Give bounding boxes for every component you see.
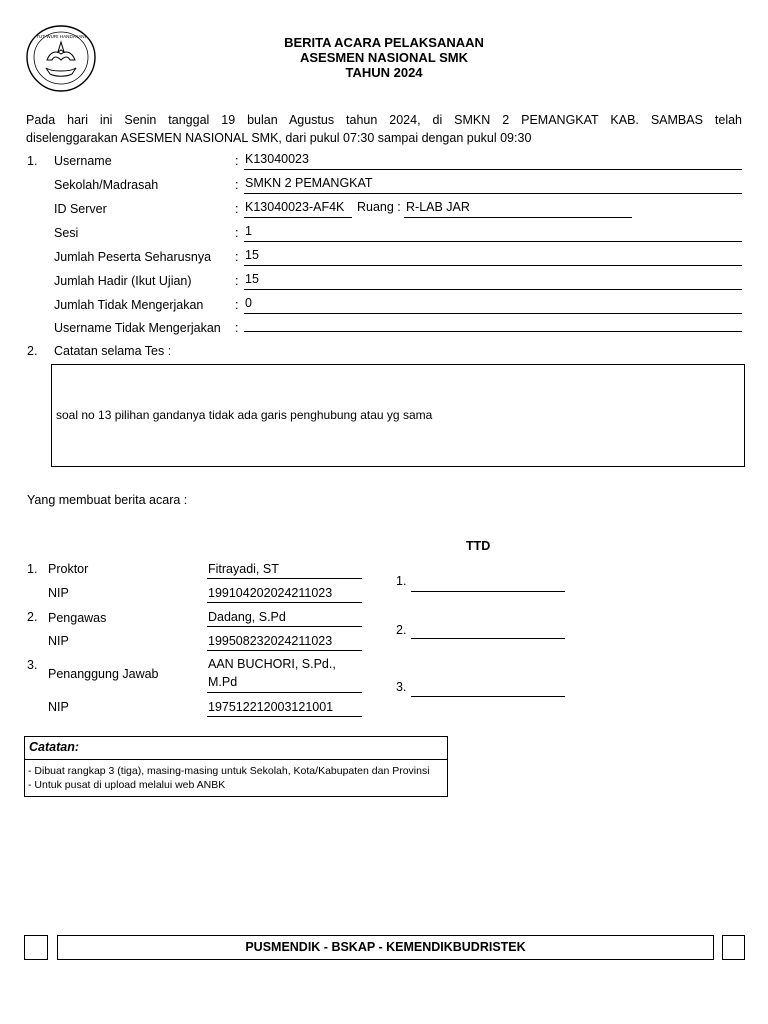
signature-line-3: [411, 696, 565, 697]
section-1-number: 1.: [27, 154, 38, 168]
field-label-id-server: ID Server: [54, 202, 107, 216]
field-value-jumlah-tidak-mengerjakan: 0: [245, 296, 252, 310]
signer-underline: [207, 578, 362, 579]
signer-1-name: Fitrayadi, ST: [208, 562, 279, 576]
field-label-sekolah: Sekolah/Madrasah: [54, 178, 159, 192]
catatan-box: [24, 736, 448, 797]
footer-left-box: [24, 935, 48, 960]
document-title-line-1: BERITA ACARA PELAKSANAAN: [284, 35, 484, 50]
signer-2-name: Dadang, S.Pd: [208, 610, 286, 624]
catatan-divider: [25, 759, 447, 760]
field-underline: [244, 289, 742, 290]
signer-2-number: 2.: [27, 610, 38, 624]
colon: :: [235, 202, 239, 216]
field-underline: [244, 217, 352, 218]
field-value-jumlah-peserta: 15: [245, 248, 259, 262]
catatan-tes-box: [51, 364, 745, 467]
field-label-username-tidak-mengerjakan: Username Tidak Mengerjakan: [54, 321, 221, 335]
colon: :: [235, 178, 239, 192]
catatan-item-2: - Untuk pusat di upload melalui web ANBK: [28, 779, 226, 791]
field-underline: [404, 217, 632, 218]
signer-1-nip-label: NIP: [48, 586, 69, 600]
document-title-line-2: ASESMEN NASIONAL SMK: [299, 50, 469, 65]
ttd-2-number: 2.: [396, 623, 407, 637]
field-label-sesi: Sesi: [54, 226, 79, 240]
document-title-line-3: TAHUN 2024: [345, 65, 423, 80]
field-label-username: Username: [54, 154, 112, 168]
ruang-value: R-LAB JAR: [406, 200, 470, 214]
signature-line-2: [411, 638, 565, 639]
colon: :: [235, 250, 239, 264]
section-2-number: 2.: [27, 344, 38, 358]
signer-1-nip: 199104202024211023: [208, 586, 333, 600]
signer-2-nip: 199508232024211023: [208, 634, 333, 648]
signer-underline: [207, 650, 362, 651]
ruang-label: Ruang :: [357, 200, 401, 214]
ttd-3-number: 3.: [396, 680, 407, 694]
footer-right-box: [722, 935, 745, 960]
field-underline: [244, 169, 742, 170]
field-label-jumlah-tidak-mengerjakan: Jumlah Tidak Mengerjakan: [54, 298, 204, 312]
signer-3-role: Penanggung Jawab: [48, 667, 159, 681]
signers-intro: Yang membuat berita acara :: [27, 493, 188, 507]
signer-2-nip-label: NIP: [48, 634, 69, 648]
ttd-heading: TTD: [466, 539, 491, 553]
signer-3-name-line-1: AAN BUCHORI, S.Pd.,: [208, 657, 336, 671]
signer-2-role: Pengawas: [48, 611, 107, 625]
colon: :: [235, 274, 239, 288]
svg-text:TUT WURI HANDAYANI: TUT WURI HANDAYANI: [36, 34, 86, 39]
field-label-jumlah-peserta: Jumlah Peserta Seharusnya: [54, 250, 212, 264]
signer-underline: [207, 692, 362, 693]
signer-3-name-line-2: M.Pd: [208, 675, 238, 689]
catatan-tes-label: Catatan selama Tes :: [54, 344, 172, 358]
signer-1-number: 1.: [27, 562, 38, 576]
signer-underline: [207, 626, 362, 627]
catatan-item-1: - Dibuat rangkap 3 (tiga), masing-masing untuk Sekolah, Kota/Kabupaten dan Provinsi: [28, 765, 430, 777]
field-underline: [244, 241, 742, 242]
field-value-sekolah: SMKN 2 PEMANGKAT: [245, 176, 373, 190]
field-value-username: K13040023: [245, 152, 309, 166]
colon: :: [235, 321, 239, 335]
intro-line-2: diselenggarakan ASESMEN NASIONAL SMK, dari pukul 07:30 sampai dengan pukul 09:30: [26, 131, 532, 145]
colon: :: [235, 298, 239, 312]
field-label-jumlah-hadir: Jumlah Hadir (Ikut Ujian): [54, 274, 192, 288]
signer-1-role: Proktor: [48, 562, 89, 576]
colon: :: [235, 226, 239, 240]
footer-center-box: [57, 935, 714, 960]
footer-text: PUSMENDIK - BSKAP - KEMENDIKBUDRISTEK: [245, 940, 526, 954]
catatan-heading: Catatan:: [29, 740, 80, 754]
signer-3-nip: 197512212003121001: [208, 700, 334, 714]
field-value-id-server: K13040023-AF4K: [245, 200, 345, 214]
colon: :: [235, 154, 239, 168]
field-underline: [244, 331, 742, 332]
signer-3-number: 3.: [27, 658, 38, 672]
field-value-jumlah-hadir: 15: [245, 272, 259, 286]
signature-line-1: [411, 591, 565, 592]
field-value-sesi: 1: [245, 224, 252, 238]
ttd-1-number: 1.: [396, 574, 407, 588]
intro-line-1: Pada hari ini Senin tanggal 19 bulan Agustus tahun 2024, di SMKN 2 PEMANGKAT KAB. SAMBAS telah: [26, 113, 742, 127]
signer-underline: [207, 716, 362, 717]
signer-3-nip-label: NIP: [48, 700, 69, 714]
signer-underline: [207, 602, 362, 603]
field-underline: [244, 313, 742, 314]
field-underline: [244, 193, 742, 194]
field-underline: [244, 265, 742, 266]
catatan-tes-text: soal no 13 pilihan gandanya tidak ada garis penghubung atau yg sama: [56, 408, 433, 422]
